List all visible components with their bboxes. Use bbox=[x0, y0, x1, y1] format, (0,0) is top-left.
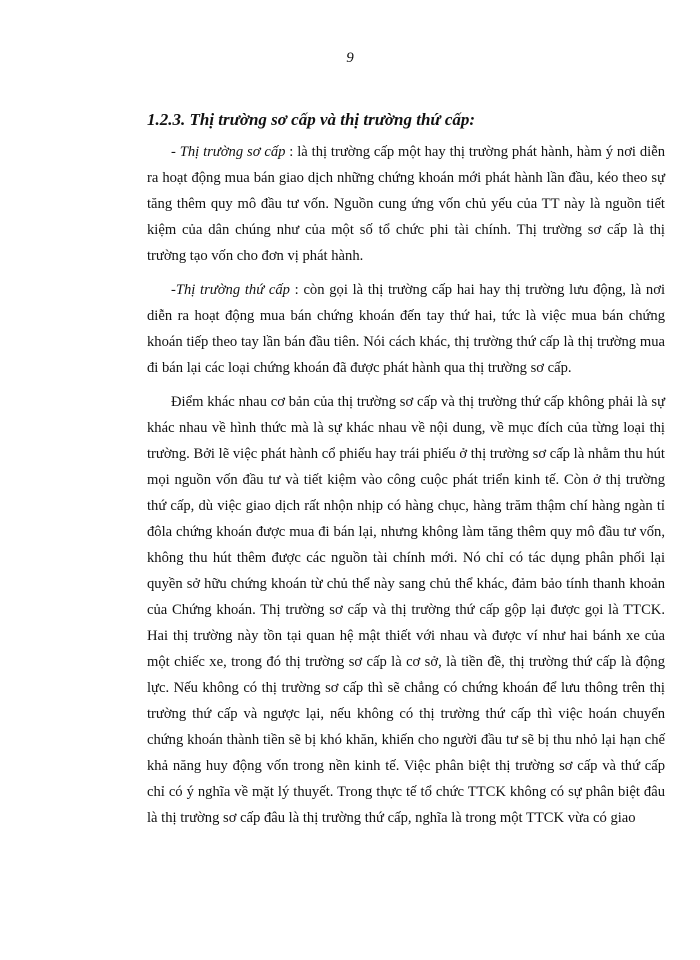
paragraph-secondary-market bbox=[147, 277, 665, 381]
paragraph-text: : còn gọi là thị trường cấp hai hay thị trường lưu động, là nơi diễn ra hoạt động mua bán chứng khoán đến tay thứ hai, tức là việc mua bán chứng khoán tiếp theo tay lần bán đầu tiên. Nói cách khác, thị trường thứ cấp là thị trường mua đi bán lại các loại chứng khoán đã được phát hành qua thị trường sơ cấp. bbox=[147, 282, 665, 376]
paragraph-primary-market bbox=[147, 139, 665, 269]
page-number: 9 bbox=[346, 50, 354, 66]
term-secondary-market: -Thị trường thứ cấp bbox=[171, 282, 290, 298]
document-body bbox=[147, 108, 665, 839]
section-heading: 1.2.3. Thị trường sơ cấp và thị trường thứ cấp: bbox=[147, 110, 476, 129]
paragraph-differences bbox=[147, 389, 665, 831]
paragraph-text: Điểm khác nhau cơ bản của thị trường sơ cấp và thị trường thứ cấp không phải là sự khác nhau về hình thức mà là sự khác nhau về nội dung, về mục đích của từng loại thị trường. Bởi lẽ việc phát hành cổ phiếu hay trái phiếu ở thị trường sơ cấp là nhằm thu hút mọi nguồn vốn đầu tư và tiết kiệm vào công cuộc phát triển kinh tế. Còn ở thị trường thứ cấp, dù việc giao dịch rất nhộn nhịp có hàng chục, hàng trăm thậm chí hàng ngàn tỉ đôla chứng khoán được mua đi bán lại, nhưng không làm tăng thêm quy mô đầu tư vốn, không thu hút thêm được các nguồn tài chính mới. Nó chỉ có tác dụng phân phối lại quyền sở hữu chứng khoán từ chủ thể này sang chủ thể khác, đảm bảo tính thanh khoản của Chứng khoán. Thị trường sơ cấp và thị trường thứ cấp gộp lại được gọi là TTCK. Hai thị trường này tồn tại quan hệ mật thiết với nhau và được ví như hai bánh xe của một chiếc xe, trong đó thị trường sơ cấp là cơ sở, là tiền đề, thị trường thứ cấp là động lực. Nếu không có thị trường sơ cấp thì sẽ chẳng có chứng khoán để lưu thông trên thị trường thứ cấp và ngược lại, nếu không có thị trường thứ cấp thì việc hoán chuyển chứng khoán thành tiền sẽ bị khó khăn, khiến cho người đầu tư sẽ bị thu nhỏ lại hạn chế khả năng huy động vốn trong nền kinh tế. Việc phân biệt thị trường sơ cấp và thứ cấp chỉ có ý nghĩa về mặt lý thuyết. Trong thực tế tổ chức TTCK không có sự phân biệt đâu là thị trường sơ cấp đâu là thị trường thứ cấp, nghĩa là trong một TTCK vừa có giao bbox=[147, 394, 665, 826]
paragraph-text: : là thị trường cấp một hay thị trường phát hành, hàm ý nơi diễn ra hoạt động mua bán giao dịch những chứng khoán mới phát hành lần đầu, kéo theo sự tăng thêm quy mô đầu tư vốn. Nguồn cung ứng vốn chủ yếu của TT này là nguồn tiết kiệm của dân chúng như của một số tổ chức phi tài chính. Thị trường sơ cấp là thị trường tạo vốn cho đơn vị phát hành. bbox=[147, 144, 665, 264]
term-primary-market: - Thị trường sơ cấp bbox=[171, 144, 286, 160]
